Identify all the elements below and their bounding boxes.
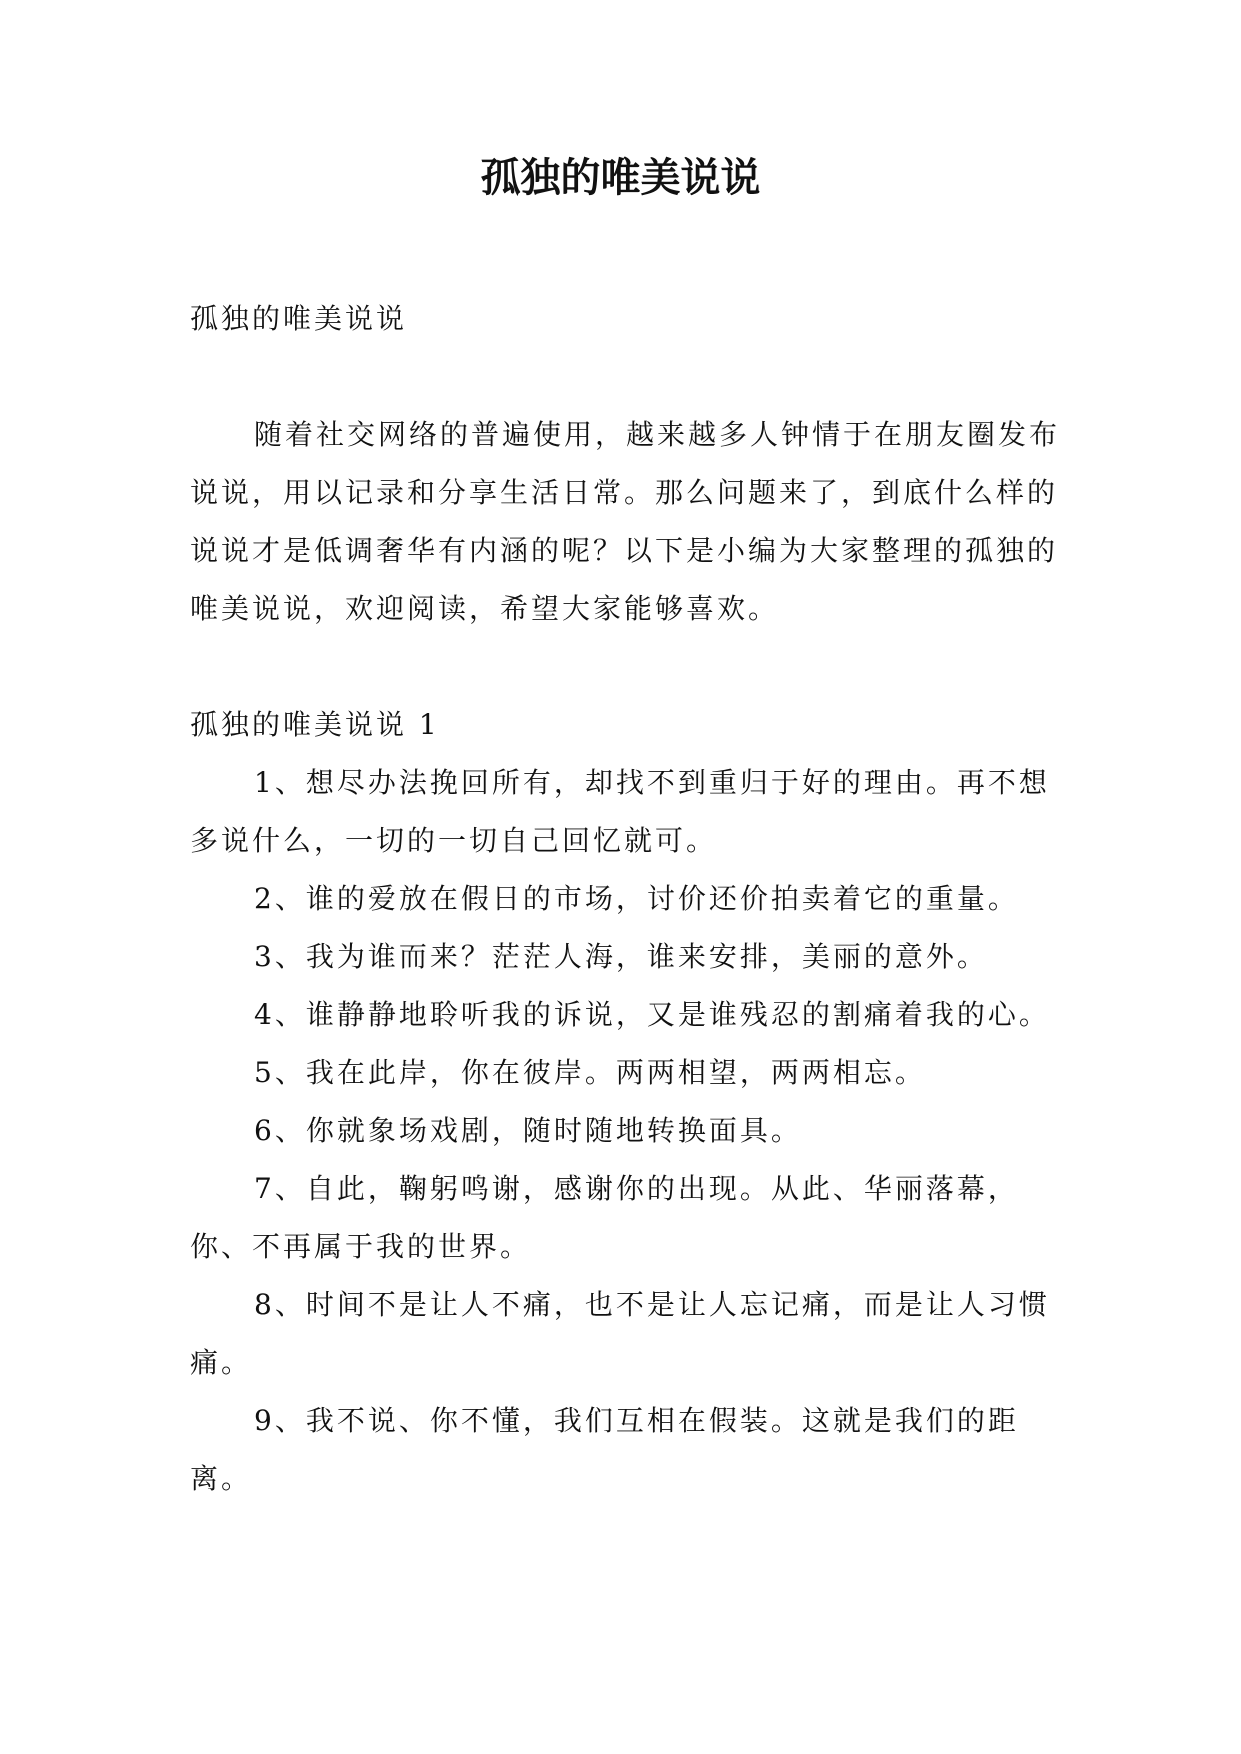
- document-body: [190, 290, 1080, 1508]
- list-item: 3、我为谁而来？茫茫人海，谁来安排，美丽的意外。: [254, 940, 988, 973]
- list-item: 4、谁静静地聆听我的诉说，又是谁残忍的割痛着我的心。: [254, 998, 1050, 1031]
- list-item: 9、我不说、你不懂，我们互相在假装。这就是我们的距离。: [190, 1404, 1019, 1495]
- list-item: 1、想尽办法挽回所有，却找不到重归于好的理由。再不想多说什么，一切的一切自己回忆就可。: [190, 766, 1050, 857]
- section-heading: 孤独的唯美说说 1: [190, 708, 440, 741]
- spacer: [190, 348, 1080, 406]
- list-item: 6、你就象场戏剧，随时随地转换面具。: [254, 1114, 802, 1147]
- intro-paragraph: 随着社交网络的普遍使用，越来越多人钟情于在朋友圈发布说说，用以记录和分享生活日常。那么问题来了，到底什么样的说说才是低调奢华有内涵的呢？以下是小编为大家整理的孤独的唯美说说，欢迎阅读，希望大家能够喜欢。: [190, 418, 1061, 625]
- document-subtitle: 孤独的唯美说说: [190, 302, 408, 335]
- list-item: 5、我在此岸，你在彼岸。两两相望，两两相忘。: [254, 1056, 926, 1089]
- list-item: 7、自此，鞠躬鸣谢，感谢你的出现。从此、华丽落幕，你、不再属于我的世界。: [190, 1172, 1019, 1263]
- spacer: [190, 638, 1080, 696]
- list-item: 8、时间不是让人不痛，也不是让人忘记痛，而是让人习惯痛。: [190, 1288, 1050, 1379]
- list-item: 2、谁的爱放在假日的市场，讨价还价拍卖着它的重量。: [254, 882, 1019, 915]
- document-title: 孤独的唯美说说: [480, 155, 761, 201]
